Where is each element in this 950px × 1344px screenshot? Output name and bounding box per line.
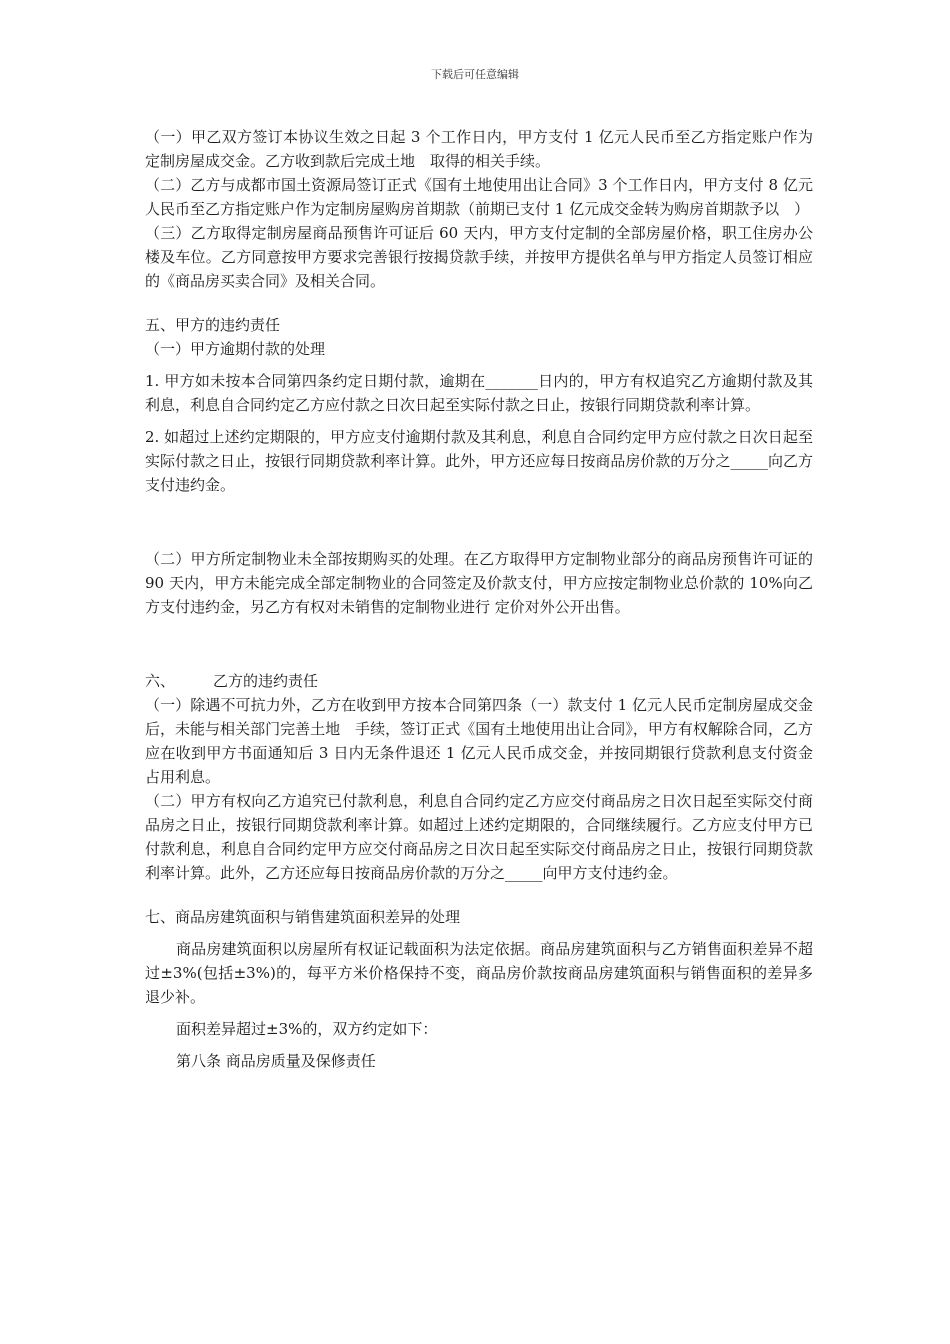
- spacer: [145, 361, 813, 369]
- spacer: [145, 497, 813, 547]
- section-7-paragraph-2: 面积差异超过±3%的，双方约定如下：: [176, 1020, 438, 1038]
- document-body: [145, 125, 813, 1073]
- section-6-title: 乙方的违约责任: [213, 672, 319, 690]
- section-5-paragraph-1: 1. 甲方如未按本合同第四条约定日期付款，逾期在_______日内的，甲方有权追究乙方逾期付款及其利息，利息自合同约定乙方应付款之日次日起至实际付款之日止，按银行同期贷款利率计算。: [145, 372, 813, 414]
- section-5-subtitle-1: （一）甲方逾期付款的处理: [145, 340, 326, 358]
- clause-4-1: （一）甲乙双方签订本协议生效之日起 3 个工作日内，甲方支付 1 亿元人民币至乙方指定账户作为定制房屋成交金。乙方收到款后完成土地 取得的相关手续。: [145, 128, 813, 170]
- spacer: [145, 885, 813, 905]
- spacer: [145, 1009, 813, 1017]
- clause-4-2: （二）乙方与成都市国土资源局签订正式《国有土地使用出让合同》3 个工作日内，甲方支付 8 亿元人民币至乙方指定账户作为定制房屋购房首期款（前期已支付 1 亿元成交金转为购房首期款予以 ）: [145, 176, 813, 218]
- article-8-title: 第八条 商品房质量及保修责任: [176, 1052, 376, 1070]
- section-6-number: 六、: [145, 672, 176, 690]
- section-5-paragraph-2: 2. 如超过上述约定期限的，甲方应支付逾期付款及其利息，利息自合同约定甲方应付款之日次日起至实际付款之日止，按银行同期贷款利率计算。此外，甲方还应每日按商品房价款的万分之_____向乙方支付违约金。: [145, 428, 813, 494]
- section-6-heading: [145, 669, 813, 693]
- spacer: [145, 293, 813, 313]
- clause-4-3: （三）乙方取得定制房屋商品预售许可证后 60 天内，甲方支付定制的全部房屋价格，职工住房办公楼及车位。乙方同意按甲方要求完善银行按揭贷款手续，并按甲方提供名单与甲方指定人员签订相应的《商品房买卖合同》及相关合同。: [145, 224, 813, 290]
- section-5-subtitle-2: （二）甲方所定制物业未全部按期购买的处理。在乙方取得甲方定制物业部分的商品房预售许可证的 90 天内，甲方未能完成全部定制物业的合同签定及价款支付，甲方应按定制物业总价款的 10%向乙方支付违约金，另乙方有权对未销售的定制物业进行 定价对外公开出售。: [145, 550, 813, 616]
- section-7-paragraph-1: 商品房建筑面积以房屋所有权证记载面积为法定依据。商品房建筑面积与乙方销售面积差异不超过±3%(包括±3%)的，每平方米价格保持不变，商品房价款按商品房建筑面积与销售面积的差异多退少补。: [145, 940, 813, 1006]
- spacer: [145, 929, 813, 937]
- clause-6-1: （一）除遇不可抗力外，乙方在收到甲方按本合同第四条（一）款支付 1 亿元人民币定制房屋成交金后，未能与相关部门完善土地 手续，签订正式《国有土地使用出让合同》，甲方有权解除合同，乙方应在收到甲方书面通知后 3 日内无条件退还 1 亿元人民币成交金，并按同期银行贷款利息支付资金占用利息。: [145, 696, 813, 786]
- page-header: 下载后可任意编辑: [431, 68, 519, 81]
- spacer: [145, 1041, 813, 1049]
- spacer: [145, 619, 813, 669]
- section-5-title: 五、甲方的违约责任: [145, 316, 281, 334]
- section-7-title: 七、商品房建筑面积与销售建筑面积差异的处理: [145, 908, 461, 926]
- clause-6-2: （二）甲方有权向乙方追究已付款利息，利息自合同约定乙方应交付商品房之日次日起至实际交付商品房之日止，按银行同期贷款利率计算。如超过上述约定期限的，合同继续履行。乙方应支付甲方已付款利息，利息自合同约定甲方应交付商品房之日次日起至实际交付商品房之日止，按银行同期贷款利率计算。此外，乙方还应每日按商品房价款的万分之_____向甲方支付违约金。: [145, 792, 813, 882]
- spacer: [145, 417, 813, 425]
